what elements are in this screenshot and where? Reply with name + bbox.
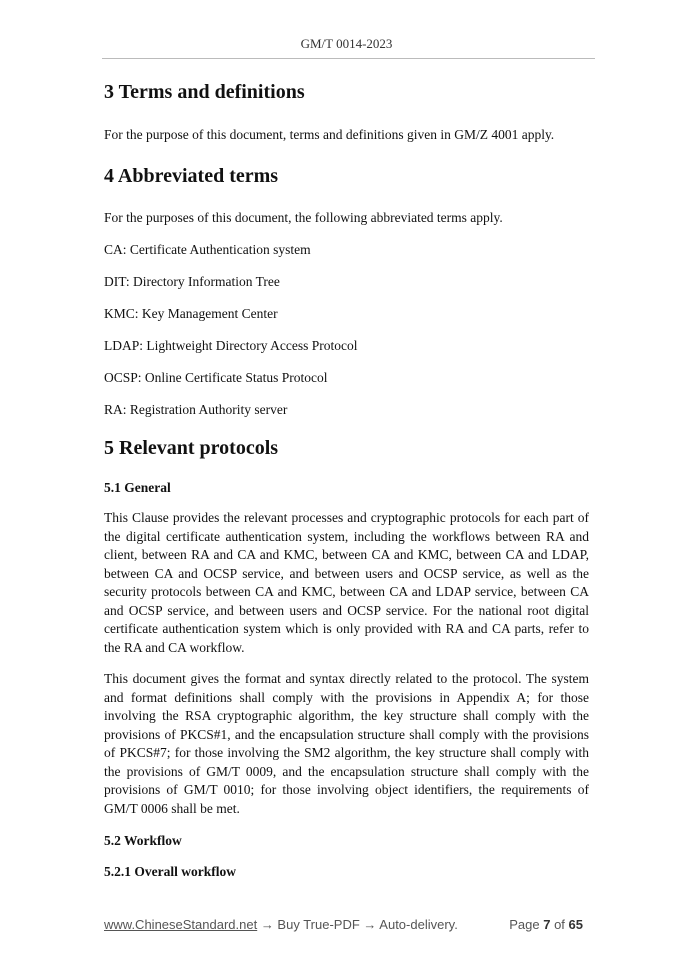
section-3-heading: 3 Terms and definitions — [104, 81, 305, 103]
section-4-heading: 4 Abbreviated terms — [104, 164, 279, 187]
section-5-2-heading: 5.2 Workflow — [104, 833, 182, 848]
page-label: Page — [509, 917, 540, 932]
page-number — [509, 917, 583, 932]
running-header: GM/T 0014-2023 — [300, 36, 393, 51]
header-divider — [102, 58, 595, 59]
section-5-heading: 5 Relevant protocols — [104, 437, 279, 459]
section-5-1-heading: 5.1 General — [104, 480, 171, 495]
abbrev-term-ca: CA: Certificate Authentication system — [104, 241, 311, 257]
page-total: 65 — [568, 917, 583, 932]
abbrev-term-kmc: KMC: Key Management Center — [104, 305, 278, 321]
page-of: of — [554, 917, 565, 932]
section-5-1-paragraph-1: This Clause provides the relevant processes and cryptographic protocols for each part of the digital certificate authentication system, including the workflows between RA and client, between RA and CA and KMC, between CA and KMC, between CA and LDAP, between CA and OCSP service, and between users and OCSP service, as well as the security protocols between CA and KMC, between CA and LDAP service, between CA and OCSP service, and between users and OCSP service. For the national root digital certificate authentication system which is only provided with RA and CA parts, refer to the RA and CA workflow. — [104, 510, 589, 655]
section-3-text: For the purpose of this document, terms and definitions given in GM/Z 4001 apply. — [104, 127, 555, 142]
abbrev-term-ocsp: OCSP: Online Certificate Status Protocol — [104, 369, 328, 385]
page-body — [104, 78, 589, 880]
page-current: 7 — [543, 917, 551, 932]
section-5-2-1-heading: 5.2.1 Overall workflow — [104, 864, 236, 879]
footer-tagline: → Buy True-PDF → Auto-delivery. — [257, 917, 458, 932]
section-4-intro: For the purposes of this document, the following abbreviated terms apply. — [104, 209, 503, 225]
section-5-1-paragraph-2: This document gives the format and syntax directly related to the protocol. The system and format definitions shall comply with the provisions in Appendix A; for those involving the RSA cryptographic algorithm, the key structure shall comply with the provisions of PKCS#1, and the encapsulation structure shall comply with the provisions of PKCS#7; for those involving the SM2 algorithm, the key structure shall comply with the provisions of GM/T 0009, and the encapsulation structure shall comply with the provisions of GM/T 0010; for those involving object identifiers, the requirements of GM/T 0006 shall be met. — [104, 671, 589, 816]
abbrev-term-dit: DIT: Directory Information Tree — [104, 273, 280, 289]
page-footer — [104, 917, 589, 935]
abbrev-term-ldap: LDAP: Lightweight Directory Access Protocol — [104, 337, 358, 353]
footer-site-link[interactable]: www.ChineseStandard.net — [104, 917, 258, 932]
footer-promo — [104, 917, 458, 932]
abbrev-term-ra: RA: Registration Authority server — [104, 401, 288, 417]
